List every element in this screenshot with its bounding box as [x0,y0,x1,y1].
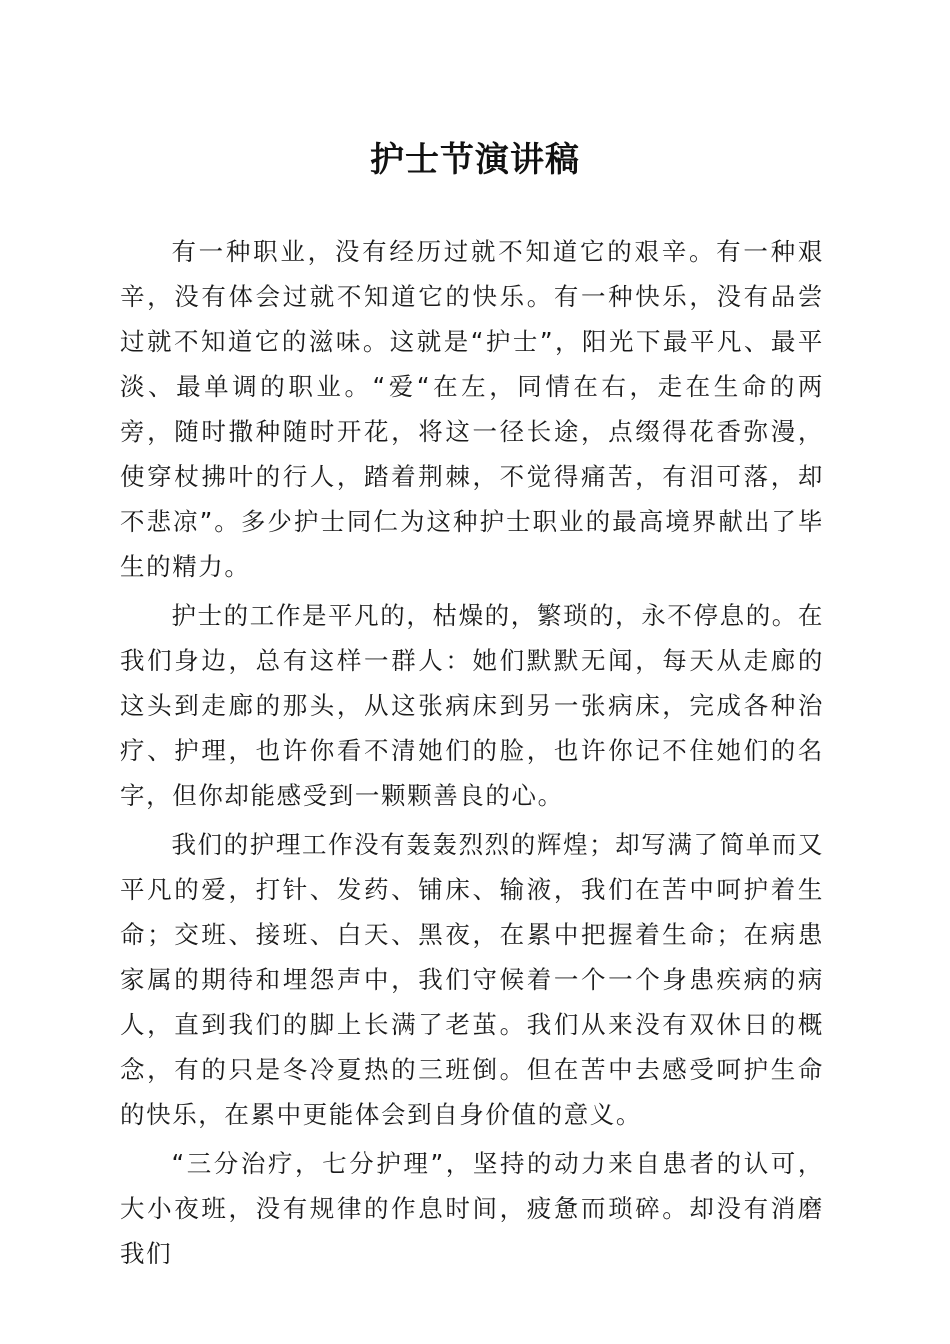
document-title: 护士节演讲稿 [370,140,580,180]
paragraph-2: 护士的工作是平凡的，枯燥的，繁琐的，永不停息的。在我们身边，总有这样一群人：她们默默无闻，每天从走廊的这头到走廊的那头，从这张病床到另一张病床，完成各种治疗、护理，也许你看不清她们的脸，也许你记不住她们的名字，但你却能感受到一颗颗善良的心。 [120,601,824,810]
paragraph-1: 有一种职业，没有经历过就不知道它的艰辛。有一种艰辛，没有体会过就不知道它的快乐。有一种快乐，没有品尝过就不知道它的滋味。这就是“护士”，阳光下最平凡、最平淡、最单调的职业。“爱“在左，同情在右，走在生命的两旁，随时撒种随时开花，将这一径长途，点缀得花香弥漫，使穿杖拂叶的行人，踏着荆棘，不觉得痛苦，有泪可落，却不悲凉”。多少护士同仁为这种护士职业的最高境界献出了毕生的精力。 [120,237,824,581]
paragraph-4: “三分治疗，七分护理”，坚持的动力来自患者的认可，大小夜班，没有规律的作息时间，疲惫而琐碎。却没有消磨我们 [120,1149,824,1268]
document-body [120,229,824,1280]
paragraph-3: 我们的护理工作没有轰轰烈烈的辉煌；却写满了简单而又平凡的爱，打针、发药、铺床、输液，我们在苦中呵护着生命；交班、接班、白天、黑夜，在累中把握着生命；在病患家属的期待和埋怨声中，我们守候着一个一个身患疾病的病人，直到我们的脚上长满了老茧。我们从来没有双休日的概念，有的只是冬冷夏热的三班倒。但在苦中去感受呵护生命的快乐，在累中更能体会到自身价值的意义。 [120,830,824,1129]
